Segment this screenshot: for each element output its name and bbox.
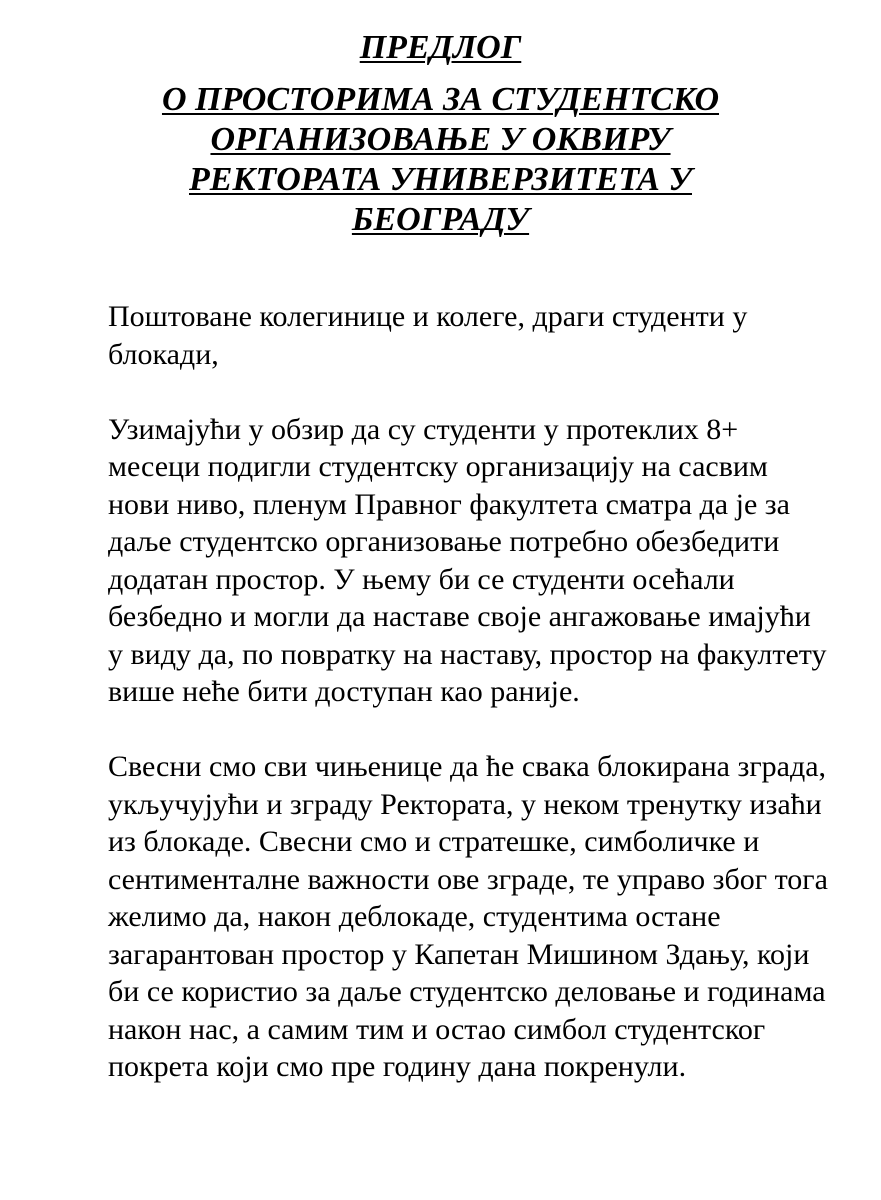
body-paragraph-2: Свесни смо сви чињенице да ће свака блокирана зграда, укључујући и зграду Ректората, у неком тренутку изаћи из блокаде. Свесни смо и стратешке, симболичке и сентименталне важности ове зграде, те управо због тога желимо да, након деблокаде, студентима остане загарантован простор у Капетан Мишином Здању, који би се користио за даље студентско деловање и годинама након нас, а самим тим и остао симбол студентског покрета који смо пре годину дана покренули. xyxy=(108,750,828,1083)
document-header xyxy=(60,28,821,240)
body-paragraph-1: Узимајући у обзир да су студенти у протеклих 8+ месеци подигли студентску организацију на сасвим нови ниво, пленум Правног факултета сматра да је за даље студентско организовање потребно обезбедити додатан простор. У њему би се студенти осећали безбедно и могли да наставе своје ангажовање имајући у виду да, по повратку на наставу, простор на факултету више неће бити доступан као раније. xyxy=(108,412,827,708)
document-subtitle: О ПРОСТОРИМА ЗА СТУДЕНТСКО ОРГАНИЗОВАЊЕ У ОКВИРУ РЕКТОРАТА УНИВЕРЗИТЕТА У БЕОГРАДУ xyxy=(161,81,720,238)
document-body xyxy=(108,298,828,1086)
greeting-paragraph: Поштоване колегинице и колеге, драги студенти у блокади, xyxy=(108,300,748,371)
document-title: ПРЕДЛОГ xyxy=(359,29,522,66)
